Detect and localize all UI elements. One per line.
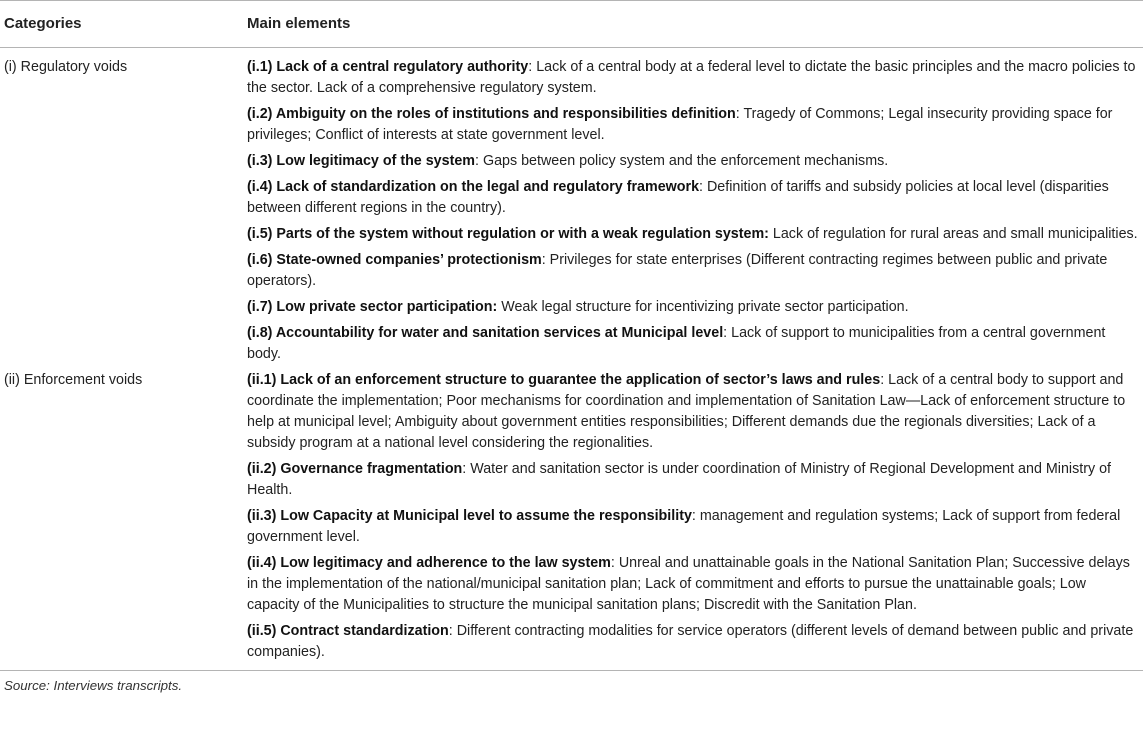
element-item <box>247 57 1143 104</box>
table-header <box>0 1 1143 48</box>
header-main-elements: Main elements <box>247 1 1143 48</box>
category-cell: (ii) Enforcement voids <box>0 370 247 671</box>
elements-cell <box>247 370 1143 671</box>
element-item <box>247 459 1143 506</box>
element-text: Lack of regulation for rural areas and small municipalities. <box>768 226 1138 242</box>
element-item <box>247 250 1143 297</box>
header-row <box>0 1 1143 48</box>
table-row-regulatory-voids <box>0 48 1143 371</box>
element-title: (ii.1) Lack of an enforcement structure to guarantee the application of sector’s laws and rules <box>247 372 881 388</box>
element-title: (i.7) Low private sector participation: <box>247 299 498 315</box>
element-item <box>247 104 1143 151</box>
element-text: : Lack of a central body at a federal level to dictate the basic principles and the macro policies to the sector. Lack of a comprehensive regulatory system. <box>247 59 1136 96</box>
header-categories: Categories <box>0 1 247 48</box>
element-title: (ii.4) Low legitimacy and adherence to the law system <box>247 555 611 571</box>
element-text: : management and regulation systems; Lack of support from federal government level. <box>247 508 1121 545</box>
element-title: (i.2) Ambiguity on the roles of institutions and responsibilities definition <box>247 106 736 122</box>
element-item <box>247 621 1143 668</box>
element-text: : Tragedy of Commons; Legal insecurity providing space for privileges; Conflict of interests at state government level. <box>247 106 1113 143</box>
element-item <box>247 506 1143 553</box>
elements-cell <box>247 48 1143 371</box>
element-text: Weak legal structure for incentivizing private sector participation. <box>497 299 909 315</box>
element-text: : Privileges for state enterprises (Different contracting regimes between public and private operators). <box>247 252 1108 289</box>
element-item <box>247 370 1143 459</box>
element-text: : Water and sanitation sector is under coordination of Ministry of Regional Development and Ministry of Health. <box>247 461 1112 498</box>
table-row-enforcement-voids <box>0 370 1143 671</box>
element-title: (i.4) Lack of standardization on the legal and regulatory framework <box>247 179 700 195</box>
category-cell: (i) Regulatory voids <box>4 59 128 75</box>
element-text: : Gaps between policy system and the enforcement mechanisms. <box>475 153 889 169</box>
element-title: (ii.5) Contract standardization <box>247 623 449 639</box>
element-item <box>247 177 1143 224</box>
element-title: (i.5) Parts of the system without regulation or with a weak regulation system: <box>247 226 769 242</box>
element-title: (i.3) Low legitimacy of the system <box>247 153 476 169</box>
element-title: (ii.3) Low Capacity at Municipal level to assume the responsibility <box>247 508 692 524</box>
element-item <box>247 553 1143 621</box>
table-body <box>0 48 1143 671</box>
element-text: : Unreal and unattainable goals in the National Sanitation Plan; Successive delays in the implementation of the national/municipal sanitation plan; Lack of commitment and efforts to pursue the unattainable goals; Low capacity of the Municipalities to structure the municipal sanitation plans; Discredit with the Sanitation Plan. <box>247 555 1130 613</box>
element-title: (i.8) Accountability for water and sanitation services at Municipal level <box>247 325 724 341</box>
element-item <box>247 297 1143 323</box>
element-title: (i.1) Lack of a central regulatory authority <box>247 59 529 75</box>
element-item <box>247 224 1143 250</box>
element-text: : Lack of a central body to support and coordinate the implementation; Poor mechanisms for coordination and implementation of Sanitation Law—Lack of enforcement structure to help at municipal level; Ambiguity about government entities responsibilities; Different demands due the regionals diversities; Lack of a subsidy program at a national level considering the regionalities. <box>247 372 1126 451</box>
source-note: Source: Interviews transcripts. <box>4 678 183 693</box>
element-text: : Definition of tariffs and subsidy policies at local level (disparities between different regions in the country). <box>247 179 1109 216</box>
element-text: : Different contracting modalities for service operators (different levels of demand between public and private companies). <box>247 623 1134 660</box>
element-title: (i.6) State-owned companies’ protectionism <box>247 252 542 268</box>
element-text: : Lack of support to municipalities from a central government body. <box>247 325 1106 362</box>
element-item <box>247 151 1143 177</box>
element-title: (ii.2) Governance fragmentation <box>247 461 463 477</box>
element-item <box>247 323 1143 370</box>
